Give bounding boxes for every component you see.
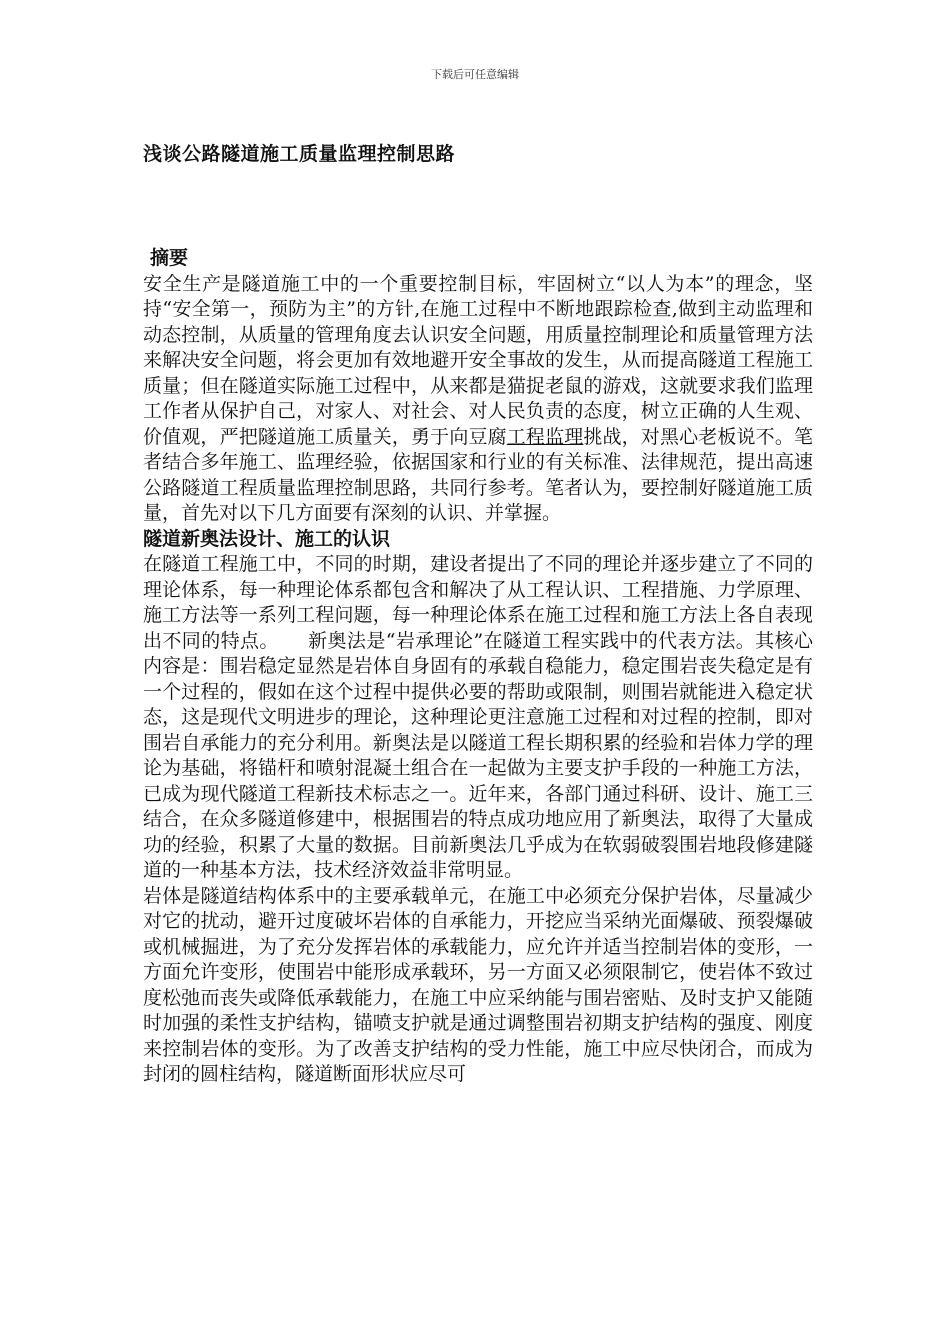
abstract-heading: 摘要 xyxy=(150,247,189,269)
document-body xyxy=(143,246,813,1088)
document-title: 浅谈公路隧道施工质量监理控制思路 xyxy=(143,143,456,165)
header-note: 下载后可任意编辑 xyxy=(431,68,519,81)
natm-paragraph-1: 在隧道工程施工中，不同的时期，建设者提出了不同的理论并逐步建立了不同的理论体系，每一种理论体系都包含和解决了从工程认识、工程措施、力学原理、施工方法等一系列工程问题，每一种理论体系在施工过程和施工方法上各自表现出不同的特点。 新奥法是“岩承理论”在隧道工程实践中的代表方法。其核心内容是：围岩稳定显然是岩体自身固有的承载自稳能力，稳定围岩丧失稳定是有一个过程的，假如在这个过程中提供必要的帮助或限制，则围岩就能进入稳定状态，这是现代文明进步的理论，这种理论更注意施工过程和对过程的控制，即对围岩自承能力的充分利用。新奥法是以隧道工程长期积累的经验和岩体力学的理论为基础，将锚杆和喷射混凝土组合在一起做为主要支护手段的一种施工方法，已成为现代隧道工程新技术标志之一。近年来，各部门通过科研、设计、施工三结合，在众多隧道修建中，根据围岩的特点成功地应用了新奥法，取得了大量成功的经验，积累了大量的数据。目前新奥法几乎成为在软弱破裂围岩地段修建隧道的一种基本方法，技术经济效益非常明显。 xyxy=(143,553,813,881)
abstract-text-part-2: 挑战，对黑心老板说不。笔者结合多年施工、监理经验，依据国家和行业的有关标准、法律规范，提出高速公路隧道工程质量监理控制思路，共同行参考。笔者认为，要控制好隧道施工质量，首先对以下几方面要有深刻的认识、并掌握。 xyxy=(143,425,813,524)
engineering-supervision-link[interactable]: 工程监理 xyxy=(506,425,584,448)
natm-heading: 隧道新奥法设计、施工的认识 xyxy=(143,527,391,550)
abstract-text-part-1: 安全生产是隧道施工中的一个重要控制目标，牢固树立“以人为本”的理念，坚持“安全第一，预防为主”的方针,在施工过程中不断地跟踪检查,做到主动监理和动态控制，从质量的管理角度去认识安全问题，用质量控制理论和质量管理方法来解决安全问题，将会更加有效地避开安全事故的发生，从而提高隧道工程施工质量；但在隧道实际施工过程中，从来都是猫捉老鼠的游戏，这就要求我们监理工作者从保护自己，对家人、对社会、对人民负责的态度，树立正确的人生观、价值观，严把隧道施工质量关，勇于向豆腐 xyxy=(143,272,813,448)
abstract-paragraph xyxy=(143,272,813,527)
natm-paragraph-2: 岩体是隧道结构体系中的主要承载单元，在施工中必须充分保护岩体，尽量减少对它的扰动，避开过度破坏岩体的自承能力，开挖应当采纳光面爆破、预裂爆破或机械掘进，为了充分发挥岩体的承载能力，应允许并适当控制岩体的变形，一方面允许变形，使围岩中能形成承载环，另一方面又必须限制它，使岩体不致过度松弛而丧失或降低承载能力，在施工中应采纳能与围岩密贴、及时支护又能随时加强的柔性支护结构，锚喷支护就是通过调整围岩初期支护结构的强度、刚度来控制岩体的变形。为了改善支护结构的受力性能，施工中应尽快闭合，而成为封闭的圆柱结构，隧道断面形状应尽可 xyxy=(143,884,813,1085)
